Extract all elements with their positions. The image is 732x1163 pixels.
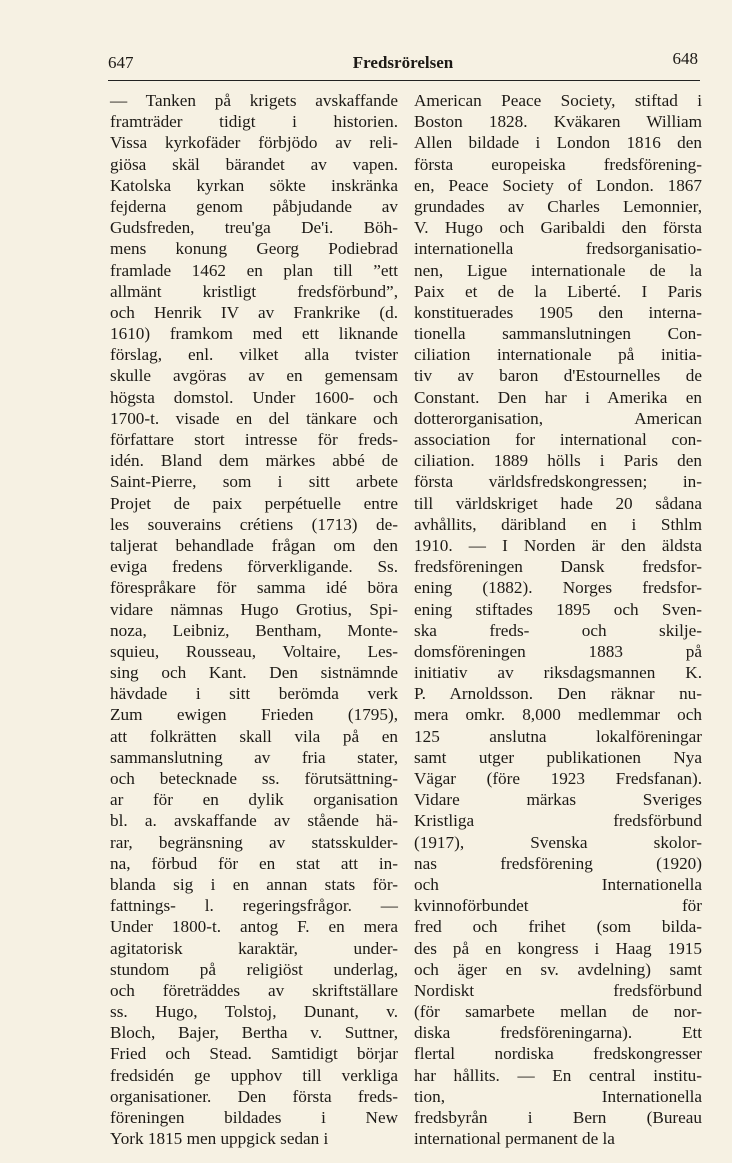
text-line: fejderna genom påbjudande av xyxy=(110,196,398,216)
text-line: York 1815 men uppgick sedan i xyxy=(110,1129,329,1149)
text-line: fredsbyrån i Bern (Bureau xyxy=(414,1108,702,1127)
text-line: högsta domstol. Under 1600- och xyxy=(110,387,398,407)
text-line: bl. a. avskaffande av stående hä- xyxy=(110,811,398,831)
text-line: 1910. — I Norden är den äldsta xyxy=(414,535,702,555)
text-line: ening (1882). Norges fredsfor- xyxy=(414,578,702,598)
text-line: dotterorganisation, American xyxy=(414,408,702,428)
text-line: Under 1800-t. antog F. en mera xyxy=(110,917,398,937)
text-line: fredsidén ge upphov till verkliga xyxy=(110,1065,398,1085)
text-line: fred och frihet (som bilda- xyxy=(414,917,702,937)
text-line: mera omkr. 8,000 medlemmar och xyxy=(414,705,702,725)
text-line: samt utger publikationen Nya xyxy=(414,747,702,767)
text-line: avhållits, däribland en i Sthlm xyxy=(414,514,702,534)
text-line: P. Arnoldsson. Den räknar nu- xyxy=(414,684,702,704)
text-line: hävdade i sitt berömda verk xyxy=(110,684,398,704)
text-line: Vidare märkas Sveriges xyxy=(414,790,702,810)
text-line: agitatorisk karaktär, under- xyxy=(110,938,398,958)
text-line: grundades av Charles Lemonnier, xyxy=(414,196,702,216)
text-line: les souverains crétiens (1713) de- xyxy=(110,514,398,534)
text-line: squieu, Rousseau, Voltaire, Les- xyxy=(110,641,398,661)
text-line: diska fredsföreningarna). Ett xyxy=(414,1023,702,1043)
text-line: tionella sammanslutningen Con- xyxy=(414,324,702,344)
text-line: Projet de paix perpétuelle entre xyxy=(110,493,398,513)
text-line: initiativ av riksdagsmannen K. xyxy=(414,663,702,683)
text-line: — Tanken på krigets avskaffande xyxy=(110,91,398,110)
text-line: Boston 1828. Kväkaren William xyxy=(414,112,702,132)
text-line: nen, Ligue internationale de la xyxy=(414,260,702,280)
text-line: (1917), Svenska skolor- xyxy=(414,832,702,852)
text-line: blanda sig i en annan stats för- xyxy=(110,874,398,894)
text-line: en, Peace Society of London. 1867 xyxy=(414,175,702,195)
text-line: att folkrätten skall vila på en xyxy=(110,726,398,746)
text-line: konstituerades 1905 den interna- xyxy=(414,302,702,322)
text-line: Gudsfreden, treu'ga De'i. Böh- xyxy=(110,218,398,238)
text-line: American Peace Society, stiftad i xyxy=(414,91,702,110)
text-line: första europeiska fredsförening- xyxy=(414,154,702,174)
text-line: framlade 1462 en plan till ”ett xyxy=(110,260,398,280)
text-line: flertal nordiska fredskongresser xyxy=(414,1044,702,1064)
text-line: kvinnoförbundet för xyxy=(414,896,702,916)
text-line: idén. Bland dem märkes abbé de xyxy=(110,451,398,471)
text-line: noza, Leibniz, Bentham, Monte- xyxy=(110,620,398,640)
text-line: framträder tidigt i historien. xyxy=(110,112,398,132)
text-line: Zum ewigen Frieden (1795), xyxy=(110,705,398,725)
text-line: eviga fredens förverkligande. Ss. xyxy=(110,557,398,577)
text-line: Bloch, Bajer, Bertha v. Suttner, xyxy=(110,1023,398,1043)
text-line: V. Hugo och Garibaldi den första xyxy=(414,218,702,238)
text-line: ening stiftades 1895 och Sven- xyxy=(414,599,702,619)
text-line: nas fredsförening (1920) xyxy=(414,853,702,873)
text-line: tiv av baron d'Estournelles de xyxy=(414,366,702,386)
running-title: Fredsrörelsen xyxy=(352,53,454,72)
text-line: fattnings- l. regeringsfrågor. — xyxy=(110,896,398,916)
text-line: internationella fredsorganisatio- xyxy=(414,239,702,259)
text-line: 1700-t. visade en del tänkare och xyxy=(110,408,398,428)
text-line: och företräddes av skriftställare xyxy=(110,980,398,1000)
page-number-right: 648 xyxy=(672,49,698,68)
text-line: domsföreningen 1883 på xyxy=(414,641,702,661)
text-line: 1610) framkom med ett liknande xyxy=(110,324,398,344)
text-line: rar, begränsning av statsskulder- xyxy=(110,832,398,852)
text-line: förespråkare för samma idé böra xyxy=(110,578,398,598)
text-line: skulle avgöras av en gemensam xyxy=(110,366,398,386)
text-line: taljerat behandlade frågan om den xyxy=(110,535,398,555)
right-column xyxy=(414,90,702,1149)
text-line: Constant. Den har i Amerika en xyxy=(414,387,702,407)
text-line: och äger en sv. avdelning) samt xyxy=(414,959,702,979)
text-line: har hållits. — En central institu- xyxy=(414,1065,702,1085)
text-line: och Internationella xyxy=(414,874,702,894)
header-rule xyxy=(108,80,700,81)
text-line: föreningen bildades i New xyxy=(110,1108,398,1127)
text-line: fredsföreningen Dansk fredsfor- xyxy=(414,557,702,577)
text-line: ciliation internationale på initia- xyxy=(414,345,702,365)
text-line: association for international con- xyxy=(414,430,702,449)
left-column xyxy=(110,90,398,1149)
text-line: Nordiskt fredsförbund xyxy=(414,980,702,1000)
text-line: stundom på religiöst underlag, xyxy=(110,959,398,979)
text-line: international permanent de la xyxy=(414,1129,615,1149)
text-line: första världsfredskongressen; in- xyxy=(414,472,702,492)
text-line: Kristliga fredsförbund xyxy=(414,811,702,831)
text-line: mens konung Georg Podiebrad xyxy=(110,239,398,259)
text-line: och betecknade ss. förutsättning- xyxy=(110,769,398,788)
text-line: ss. Hugo, Tolstoj, Dunant, v. xyxy=(110,1002,398,1022)
text-line: Vissa kyrkofäder förbjödo av reli- xyxy=(110,133,398,153)
text-line: författare stort intresse för freds- xyxy=(110,430,398,449)
text-line: tion, Internationella xyxy=(414,1086,702,1106)
text-line: 125 anslutna lokalföreningar xyxy=(414,726,702,746)
text-line: till världskriget hade 20 sådana xyxy=(414,493,702,513)
text-line: organisationer. Den första freds- xyxy=(110,1086,398,1106)
text-line: sammanslutning av fria stater, xyxy=(110,747,398,767)
text-line: Saint-Pierre, som i sitt arbete xyxy=(110,472,398,492)
text-line: des på en kongress i Haag 1915 xyxy=(414,938,702,958)
text-line: Fried och Stead. Samtidigt börjar xyxy=(110,1044,398,1064)
text-line: och Henrik IV av Frankrike (d. xyxy=(110,302,398,322)
text-line: ciliation. 1889 hölls i Paris den xyxy=(414,451,702,471)
running-header xyxy=(108,50,698,76)
text-line: Vägar (före 1923 Fredsfanan). xyxy=(414,769,702,788)
text-line: vidare nämnas Hugo Grotius, Spi- xyxy=(110,599,398,619)
text-line: Allen bildade i London 1816 den xyxy=(414,133,702,153)
text-line: Paix et de la Liberté. I Paris xyxy=(414,281,702,301)
text-line: ar för en dylik organisation xyxy=(110,790,398,810)
text-line: giösa skäl bärandet av vapen. xyxy=(110,154,398,174)
text-line: (för samarbete mellan de nor- xyxy=(414,1002,702,1022)
text-line: sing och Kant. Den sistnämnde xyxy=(110,663,398,683)
text-line: ska freds- och skilje- xyxy=(414,620,702,640)
text-line: allmänt kristligt fredsförbund”, xyxy=(110,281,398,301)
text-line: Katolska kyrkan sökte inskränka xyxy=(110,175,398,195)
text-line: förslag, enl. vilket alla tvister xyxy=(110,345,398,365)
page-number-left: 647 xyxy=(108,53,134,72)
text-line: na, förbud för en stat att in- xyxy=(110,853,398,873)
